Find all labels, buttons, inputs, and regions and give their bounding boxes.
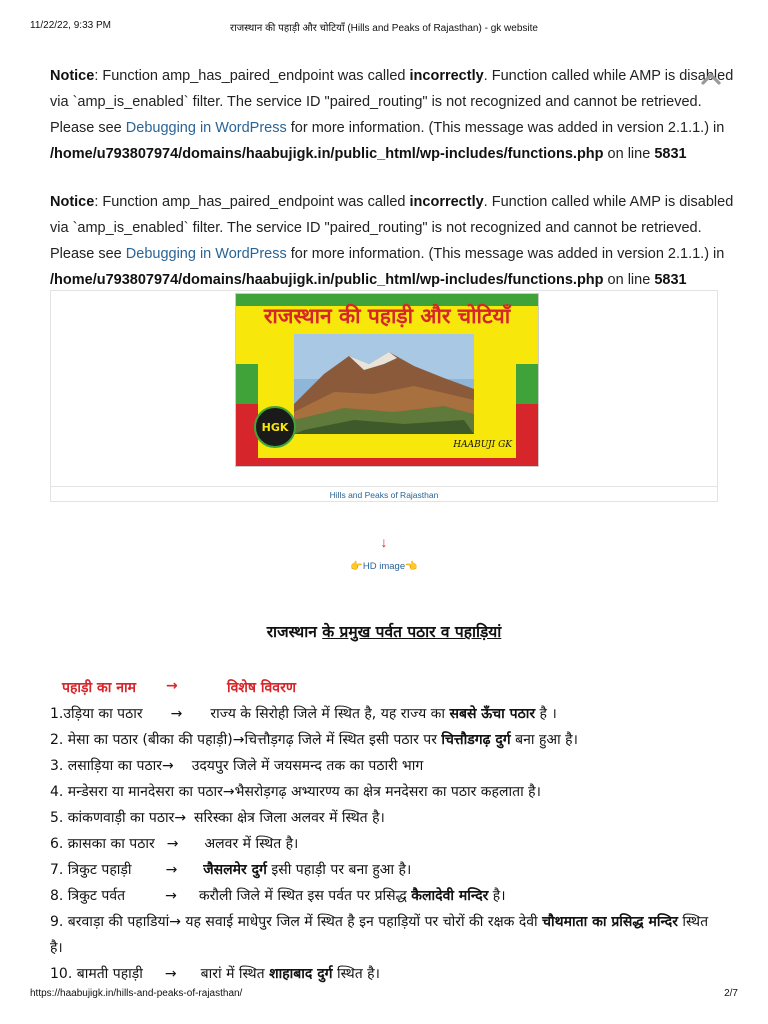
item-highlight: जैसलमेर दुर्ग — [203, 862, 267, 878]
list-item — [50, 831, 718, 857]
list-header — [62, 678, 296, 697]
php-notice — [50, 189, 734, 293]
item-name: 7. त्रिकुट पहाड़ी — [50, 862, 132, 878]
item-detail: बना हुआ है। — [510, 732, 578, 748]
item-highlight: चित्तौडगढ़ दुर्ग — [441, 732, 511, 748]
notice-line-2: via `amp_is_enabled` filter. The service ID "paired_routing" is not recognized and cannot be retrieved. — [50, 94, 702, 110]
print-page-title: राजस्थान की पहाड़ी और चोटियाँ (Hills and Peaks of Rajasthan) - gk website — [230, 23, 538, 34]
item-detail: सरिस्का क्षेत्र जिला अलवर में स्थित है। — [194, 810, 385, 826]
notice-text: for more information. (This message was added in version 2.1.1.) in — [286, 246, 725, 262]
section-heading-prefix: राजस्थान — [266, 623, 323, 641]
item-name: 6. क्रासका का पठार — [50, 836, 155, 852]
notice-path: /home/u793807974/domains/haabujigk.in/public_html/wp-includes/functions.php — [50, 146, 604, 162]
item-name: 4. मन्डेसरा या मानदेसरा का पठार — [50, 784, 223, 800]
item-highlight: कैलादेवी मन्दिर — [411, 888, 489, 904]
item-detail: करौली जिले में स्थित इस पर्वत पर प्रसिद्ध — [198, 888, 412, 904]
list-item — [50, 883, 718, 909]
right-arrow-icon: → — [165, 888, 177, 904]
notice-text: Please see — [50, 120, 126, 136]
item-name: 2. मेसा का पठार (बीका की पहाड़ी) — [50, 732, 233, 748]
item-name: 8. त्रिकुट पर्वत — [50, 888, 126, 904]
notice-path: /home/u793807974/domains/haabujigk.in/public_html/wp-includes/functions.php — [50, 272, 604, 288]
banner-watermark: HAABUJI GK — [453, 440, 512, 450]
notice-text: : Function amp_has_paired_endpoint was called — [94, 194, 410, 210]
banner-stripe — [236, 458, 538, 466]
notice-line-3 — [50, 241, 725, 267]
hd-image-link[interactable] — [344, 561, 424, 572]
page-url[interactable]: https://haabujigk.in/hills-and-peaks-of-rajasthan/ — [30, 988, 243, 999]
list-item — [50, 857, 718, 883]
notice-text: . Function called while AMP is disabled — [483, 68, 734, 84]
print-footer — [30, 988, 738, 1002]
down-arrow-icon: ↓ — [380, 534, 388, 550]
item-highlight: सबसे ऊँचा पठार — [449, 706, 536, 722]
pointing-hand-icon: 👈 — [405, 561, 418, 572]
list-item — [50, 727, 718, 753]
notice-line-number: 5831 — [654, 146, 687, 162]
mountain-photo — [294, 334, 474, 434]
right-arrow-icon: → — [232, 732, 245, 748]
item-detail: भैसरोड़गढ़ अभ्यारण्य का क्षेत्र मनदेसरा का पठार कहलाता है। — [234, 784, 541, 800]
list-item — [50, 779, 718, 805]
list-item — [50, 909, 718, 961]
item-name: 5. कांकणवाड़ी का पठार — [50, 810, 175, 826]
item-detail: इसी पहाड़ी पर बना हुआ है। — [266, 862, 412, 878]
right-arrow-icon: → — [165, 862, 178, 878]
item-detail: स्थित है। — [50, 914, 709, 956]
right-arrow-icon: → — [166, 678, 178, 694]
notice-text: : Function amp_has_paired_endpoint was called — [94, 68, 410, 84]
list-item — [50, 961, 718, 987]
php-notice — [50, 63, 734, 167]
item-name: 9. बरवाड़ा की पहाडियां — [50, 914, 170, 930]
item-name: 10. बामती पहाड़ी — [50, 966, 143, 982]
item-name: 3. लसाड़िया का पठार — [50, 758, 162, 774]
notice-text: on line — [603, 146, 655, 162]
notice-label: Notice — [50, 68, 95, 84]
section-heading — [0, 620, 768, 642]
logo-text: HGK — [261, 420, 289, 434]
plateau-list — [50, 701, 718, 987]
print-datetime: 11/22/22, 9:33 PM — [30, 20, 111, 31]
item-detail: यह सवाई माधेपुर जिल में स्थित है इन पहाड़ियों पर चोरों की रक्षक देवी — [185, 914, 543, 930]
item-detail: है। — [488, 888, 506, 904]
notice-label: Notice — [50, 194, 95, 210]
list-item — [50, 805, 718, 831]
item-detail: बारां में स्थित — [200, 966, 270, 982]
right-arrow-icon: → — [166, 836, 179, 852]
notice-line-4 — [50, 141, 706, 167]
item-detail: है । — [535, 706, 557, 722]
hd-image-label[interactable]: HD image — [362, 561, 406, 572]
item-detail: अलवर में स्थित है। — [204, 836, 299, 852]
caption-divider — [51, 486, 717, 487]
notice-text: . Function called while AMP is disabled — [483, 194, 734, 210]
notice-bold: incorrectly — [409, 68, 484, 84]
notice-line-2: via `amp_is_enabled` filter. The service ID "paired_routing" is not recognized and cannot be retrieved. — [50, 220, 702, 236]
item-detail: उदयपुर जिले में जयसमन्द तक का पठारी भाग — [191, 758, 424, 774]
figure-caption: Hills and Peaks of Rajasthan — [329, 490, 439, 500]
notice-text: Please see — [50, 246, 126, 262]
featured-banner-image[interactable] — [235, 293, 539, 467]
item-highlight: शाहाबाद दुर्ग — [269, 966, 333, 982]
notice-line-number: 5831 — [654, 272, 687, 288]
list-item — [50, 753, 718, 779]
right-arrow-icon: → — [164, 966, 177, 982]
item-detail: स्थित है। — [332, 966, 380, 982]
item-name: 1.उड़िया का पठार — [50, 706, 143, 722]
right-arrow-icon: → — [161, 758, 174, 774]
chevron-up-icon[interactable] — [700, 70, 722, 86]
notice-text: for more information. (This message was added in version 2.1.1.) in — [286, 120, 725, 136]
list-item — [50, 701, 718, 727]
right-arrow-icon: → — [169, 914, 181, 930]
banner-title: राजस्थान की पहाड़ी और चोटियाँ — [263, 304, 511, 328]
notice-line-1 — [50, 63, 734, 89]
right-arrow-icon: → — [170, 706, 183, 722]
banner-stripe — [516, 404, 538, 466]
item-highlight: चौथमाता का प्रसिद्ध मन्दिर — [542, 914, 678, 930]
page-number: 2/7 — [724, 988, 738, 999]
debugging-link[interactable]: Debugging in WordPress — [125, 246, 287, 262]
notice-bold: incorrectly — [409, 194, 484, 210]
pointing-hand-icon: 👉 — [350, 561, 363, 572]
notice-line-3 — [50, 115, 725, 141]
list-header-detail: विशेष विवरण — [227, 680, 296, 696]
hgk-logo — [254, 406, 296, 448]
item-detail: राज्य के सिरोही जिले में स्थित है, यह राज्य का — [210, 706, 450, 722]
list-header-name: पहाड़ी का नाम — [62, 680, 137, 696]
right-arrow-icon: → — [222, 784, 235, 800]
right-arrow-icon: → — [174, 810, 187, 826]
print-header — [30, 20, 738, 34]
notice-text: on line — [603, 272, 655, 288]
item-detail: चित्तौड़गढ़ जिले में स्थित इसी पठार पर — [244, 732, 442, 748]
section-heading-underlined: के प्रमुख पर्वत पठार व पहाड़ियां — [322, 623, 502, 641]
notice-line-1 — [50, 189, 734, 215]
debugging-link[interactable]: Debugging in WordPress — [125, 120, 287, 136]
featured-image-figure — [50, 290, 718, 502]
